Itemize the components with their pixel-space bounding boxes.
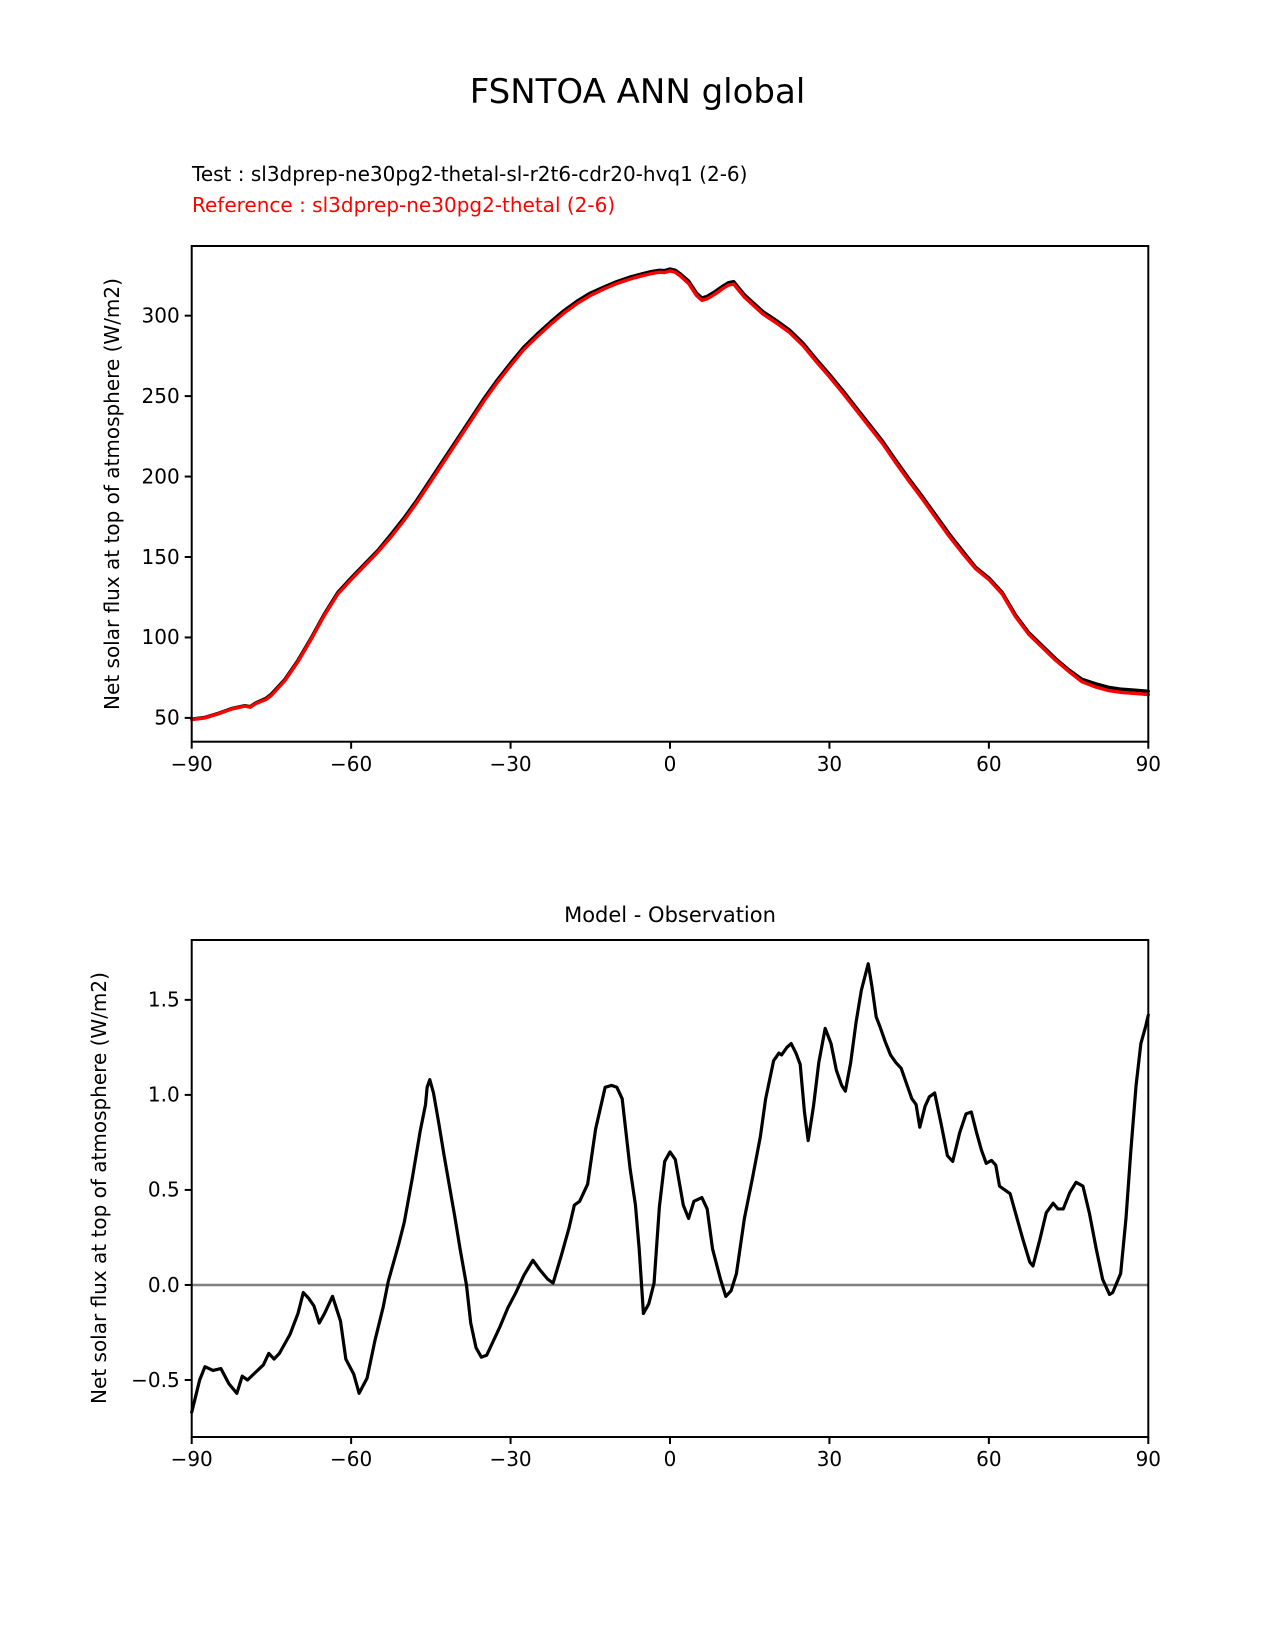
main-chart [142, 246, 1162, 776]
x-tick-label: 60 [976, 1447, 1002, 1472]
y-tick-label: −0.5 [131, 1367, 180, 1392]
y-tick-label: 300 [141, 303, 180, 328]
x-tick-label: −90 [170, 751, 213, 776]
x-tick-label: 60 [976, 751, 1002, 776]
figure-title: FSNTOA ANN global [469, 72, 806, 112]
x-tick-label: 0 [663, 751, 677, 776]
y-tick-label: 1.0 [147, 1082, 180, 1107]
x-tick-label: 90 [1135, 751, 1162, 776]
x-tick-label: −30 [489, 751, 532, 776]
test-run-label: Test : sl3dprep-ne30pg2-thetal-sl-r2t6-cdr20-hvq1 (2-6) [192, 162, 748, 186]
x-tick-label: −30 [489, 1447, 532, 1472]
x-tick-label: 30 [816, 751, 843, 776]
y-tick-label: 0.5 [147, 1177, 180, 1202]
x-tick-label: −60 [330, 1447, 373, 1472]
reference-run-label: Reference : sl3dprep-ne30pg2-thetal (2-6) [192, 193, 616, 217]
x-tick-label: 90 [1135, 1447, 1162, 1472]
main-chart-series-1-line [192, 271, 1149, 720]
diff-chart [131, 940, 1161, 1471]
y-tick-label: 150 [141, 544, 180, 569]
diff-chart-title: Model - Observation [564, 903, 776, 927]
x-tick-label: −60 [330, 751, 373, 776]
main-chart-spines [192, 246, 1149, 742]
y-tick-label: 200 [141, 464, 180, 489]
diff-chart-series-0-line [192, 964, 1149, 1413]
y-tick-label: 100 [141, 625, 180, 650]
main-chart-ylabel: Net solar flux at top of atmosphere (W/m2) [100, 278, 124, 710]
y-tick-label: 1.5 [147, 987, 180, 1012]
x-tick-label: 0 [663, 1447, 677, 1472]
y-tick-label: 0.0 [147, 1272, 180, 1297]
x-tick-label: 30 [816, 1447, 843, 1472]
main-chart-series-0-line [192, 269, 1149, 719]
y-tick-label: 250 [141, 383, 180, 408]
diff-chart-ylabel: Net solar flux at top of atmosphere (W/m2) [87, 972, 111, 1404]
y-tick-label: 50 [154, 705, 180, 730]
x-tick-label: −90 [170, 1447, 213, 1472]
